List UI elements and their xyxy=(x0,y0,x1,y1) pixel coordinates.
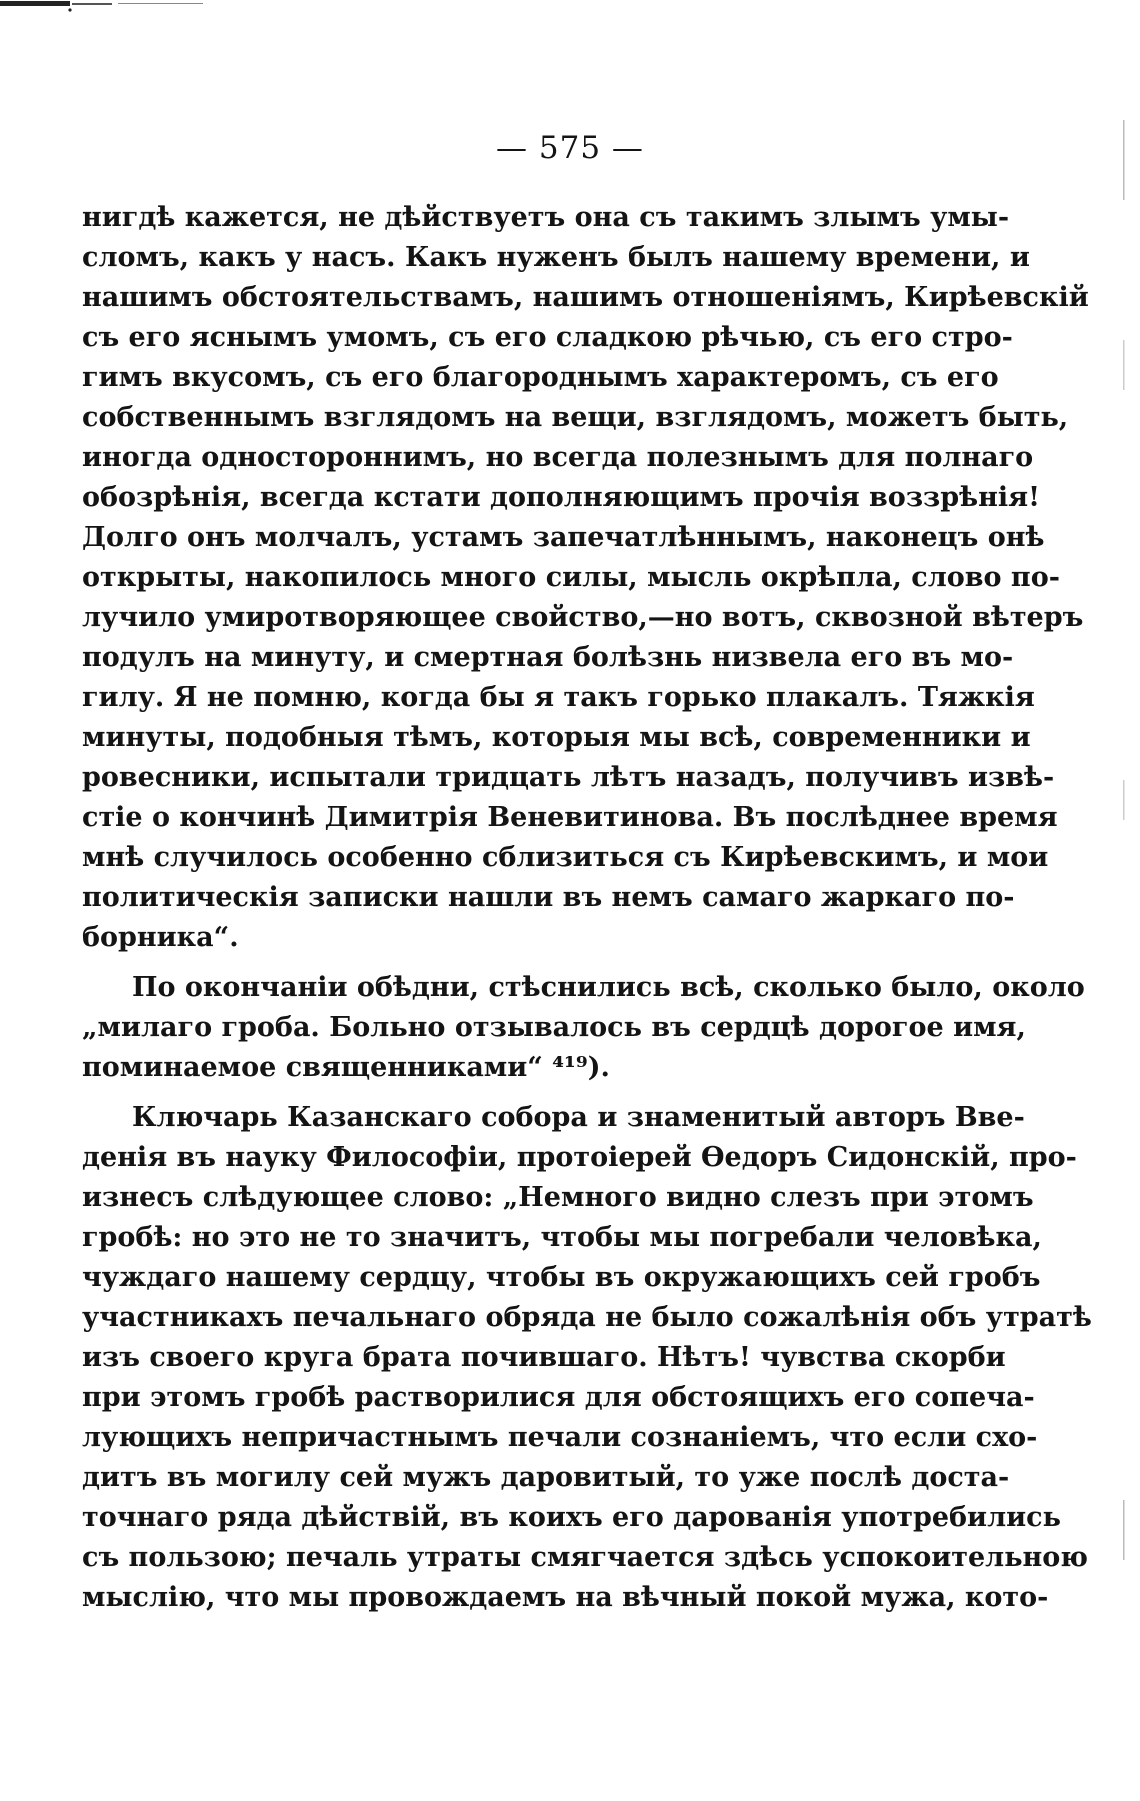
text-line: мнѣ случилось особенно сблизиться съ Кирѣевскимъ, и мои xyxy=(82,842,1049,873)
text-line: чуждаго нашему сердцу, чтобы въ окружающихъ сей гробъ xyxy=(82,1262,1041,1293)
paragraph xyxy=(82,198,1089,958)
text-line: собственнымъ взглядомъ на вещи, взглядомъ, можетъ быть, xyxy=(82,402,1069,433)
text-line: изнесъ слѣдующее слово: „Немного видно слезъ при этомъ xyxy=(82,1182,1034,1213)
text-line: поминаемое священниками“ ⁴¹⁹). xyxy=(82,1052,610,1083)
text-line: съ пользою; печаль утраты смягчается здѣсь успокоительною xyxy=(82,1542,1088,1573)
scan-edge-marks xyxy=(1122,60,1126,1760)
paragraph-gap xyxy=(82,958,914,968)
text-line: лучило умиротворяющее свойство,—но вотъ, сквозной вѣтеръ xyxy=(82,602,1084,633)
text-line: борника“. xyxy=(82,922,239,953)
print-smudge xyxy=(0,0,210,12)
text-line: обозрѣнія, всегда кстати дополняющимъ прочія воззрѣнія! xyxy=(82,482,1040,513)
text-line: гилу. Я не помню, когда бы я такъ горько плакалъ. Тяжкія xyxy=(82,682,1035,713)
text-line: сломъ, какъ у насъ. Какъ нуженъ былъ нашему времени, и xyxy=(82,242,1030,273)
text-line: По окончаніи обѣдни, стѣснились всѣ, сколько было, около xyxy=(132,972,1085,1003)
text-line: денія въ науку Философіи, протоіерей Ѳедоръ Сидонскій, про- xyxy=(82,1142,1077,1173)
text-line: нигдѣ кажется, не дѣйствуетъ она съ такимъ злымъ умы- xyxy=(82,202,1010,233)
text-line: лующихъ непричастнымъ печали сознаніемъ, что если схо- xyxy=(82,1422,1038,1453)
text-line: изъ своего круга брата почившаго. Нѣтъ! чувства скорби xyxy=(82,1342,1006,1373)
body-text xyxy=(82,198,1092,1618)
text-line: политическія записки нашли въ немъ самаго жаркаго по- xyxy=(82,882,1015,913)
text-line: ровесники, испытали тридцать лѣтъ назадъ, получивъ извѣ- xyxy=(82,762,1055,793)
text-line: „милаго гроба. Больно отзывалось въ сердцѣ дорогое имя, xyxy=(82,1012,1026,1043)
text-line: участникахъ печальнаго обряда не было сожалѣнія объ утратѣ xyxy=(82,1302,1092,1333)
text-line: подулъ на минуту, и смертная болѣзнь низвела его въ мо- xyxy=(82,642,1014,673)
page-number: — 575 — xyxy=(496,130,644,166)
text-line: иногда одностороннимъ, но всегда полезнымъ для полнаго xyxy=(82,442,1034,473)
text-line: при этомъ гробѣ растворилися для обстоящихъ его сопеча- xyxy=(82,1382,1035,1413)
paragraph xyxy=(82,968,1085,1088)
text-line: гробѣ: но это не то значитъ, чтобы мы погребали человѣка, xyxy=(82,1222,1042,1253)
text-line: съ его яснымъ умомъ, съ его сладкою рѣчью, съ его стро- xyxy=(82,322,1013,353)
text-line: стіе о кончинѣ Димитрія Веневитинова. Въ послѣднее время xyxy=(82,802,1058,833)
text-line: гимъ вкусомъ, съ его благороднымъ характеромъ, съ его xyxy=(82,362,999,393)
text-line: мыслію, что мы провождаемъ на вѣчный покой мужа, кото- xyxy=(82,1582,1049,1613)
text-line: точнаго ряда дѣйствій, въ коихъ его дарованія употребились xyxy=(82,1502,1061,1533)
text-line: минуты, подобныя тѣмъ, которыя мы всѣ, современники и xyxy=(82,722,1031,753)
paragraph-gap xyxy=(82,1088,914,1098)
text-line: дитъ въ могилу сей мужъ даровитый, то уже послѣ доста- xyxy=(82,1462,1010,1493)
text-line: нашимъ обстоятельствамъ, нашимъ отношеніямъ, Кирѣевскій xyxy=(82,282,1089,313)
paragraph xyxy=(82,1098,1092,1618)
text-line: Долго онъ молчалъ, устамъ запечатлѣннымъ, наконецъ онѣ xyxy=(82,522,1045,553)
text-line: открыты, накопилось много силы, мысль окрѣпла, слово по- xyxy=(82,562,1060,593)
text-line: Ключарь Казанскаго собора и знаменитый авторъ Вве- xyxy=(132,1102,1025,1133)
